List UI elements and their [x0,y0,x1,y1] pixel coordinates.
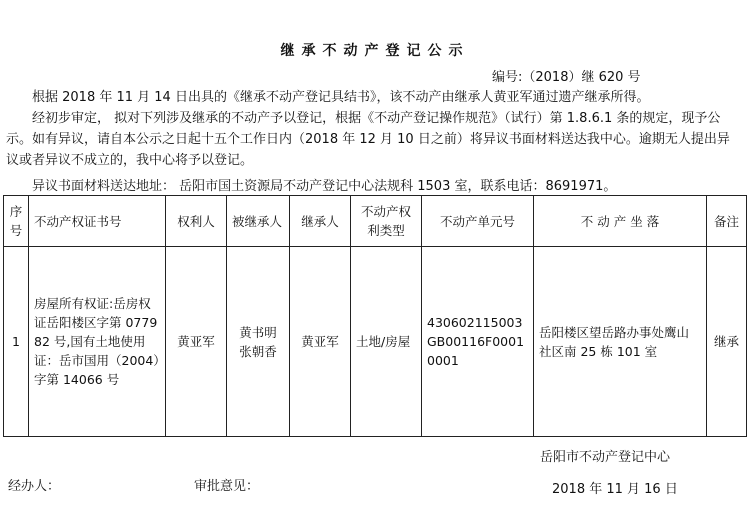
cell-cert: 房屋所有权证:岳房权证岳阳楼区字第 077982 号,国有土地使用证：岳市国用（2004）字第 14066 号 [29,247,166,437]
header-owner: 权利人 [166,196,227,247]
notice-title: 继承不动产登记公示 [280,43,470,59]
cell-heir-from: 黄书明 张朝香 [227,247,290,437]
issue-date: 2018 年 11 月 16 日 [552,482,678,497]
issuing-center: 岳阳市不动产登记中心 [540,450,671,465]
header-heir-from: 被继承人 [227,196,290,247]
paragraph-basis: 根据 2018 年 11 月 14 日出具的《继承不动产登记具结书》，该不动产由继承人黄亚军通过遗产继承所得。 [32,90,650,105]
table-header-row [4,196,747,247]
header-unit-no: 不动产单元号 [422,196,534,247]
serial-number: 编号:（2018）继 620 号 [492,70,641,85]
cell-heir: 黄亚军 [290,247,351,437]
header-cert: 不动产权证书号 [29,196,166,247]
paragraph-address: 异议书面材料送达地址： 岳阳市国土资源局不动产登记中心法规科 1503 室，联系电话：8691971。 [32,179,617,194]
cell-seq: 1 [4,247,29,437]
header-heir: 继承人 [290,196,351,247]
header-note: 备注 [707,196,747,247]
cell-owner: 黄亚军 [166,247,227,437]
cell-location: 岳阳楼区望岳路办事处鹰山社区南 25 栋 101 室 [534,247,707,437]
cell-note: 继承 [707,247,747,437]
header-seq: 序号 [4,196,29,247]
cell-unit-no: 430602115003GB00116F00010001 [422,247,534,437]
cell-right-type: 土地/房屋 [351,247,422,437]
approval-label: 审批意见： [194,479,260,494]
table-row [4,247,747,437]
paragraph-review: 经初步审定， 拟对下列涉及继承的不动产予以登记，根据《不动产登记操作规范》（试行）第 1.8.6.1 条的规定，现予公示。如有异议，请自本公示之日起十五个工作日内（2018 年 12 月 10 日之前）将异议书面材料送达我中心。逾期无人提出异议或者异议不成立的，我中心将予以登记。 [6,111,730,168]
header-location: 不 动 产 坐 落 [534,196,707,247]
registration-table [3,195,747,437]
header-right-type: 不动产权利类型 [351,196,422,247]
handler-label: 经办人： [8,479,61,494]
